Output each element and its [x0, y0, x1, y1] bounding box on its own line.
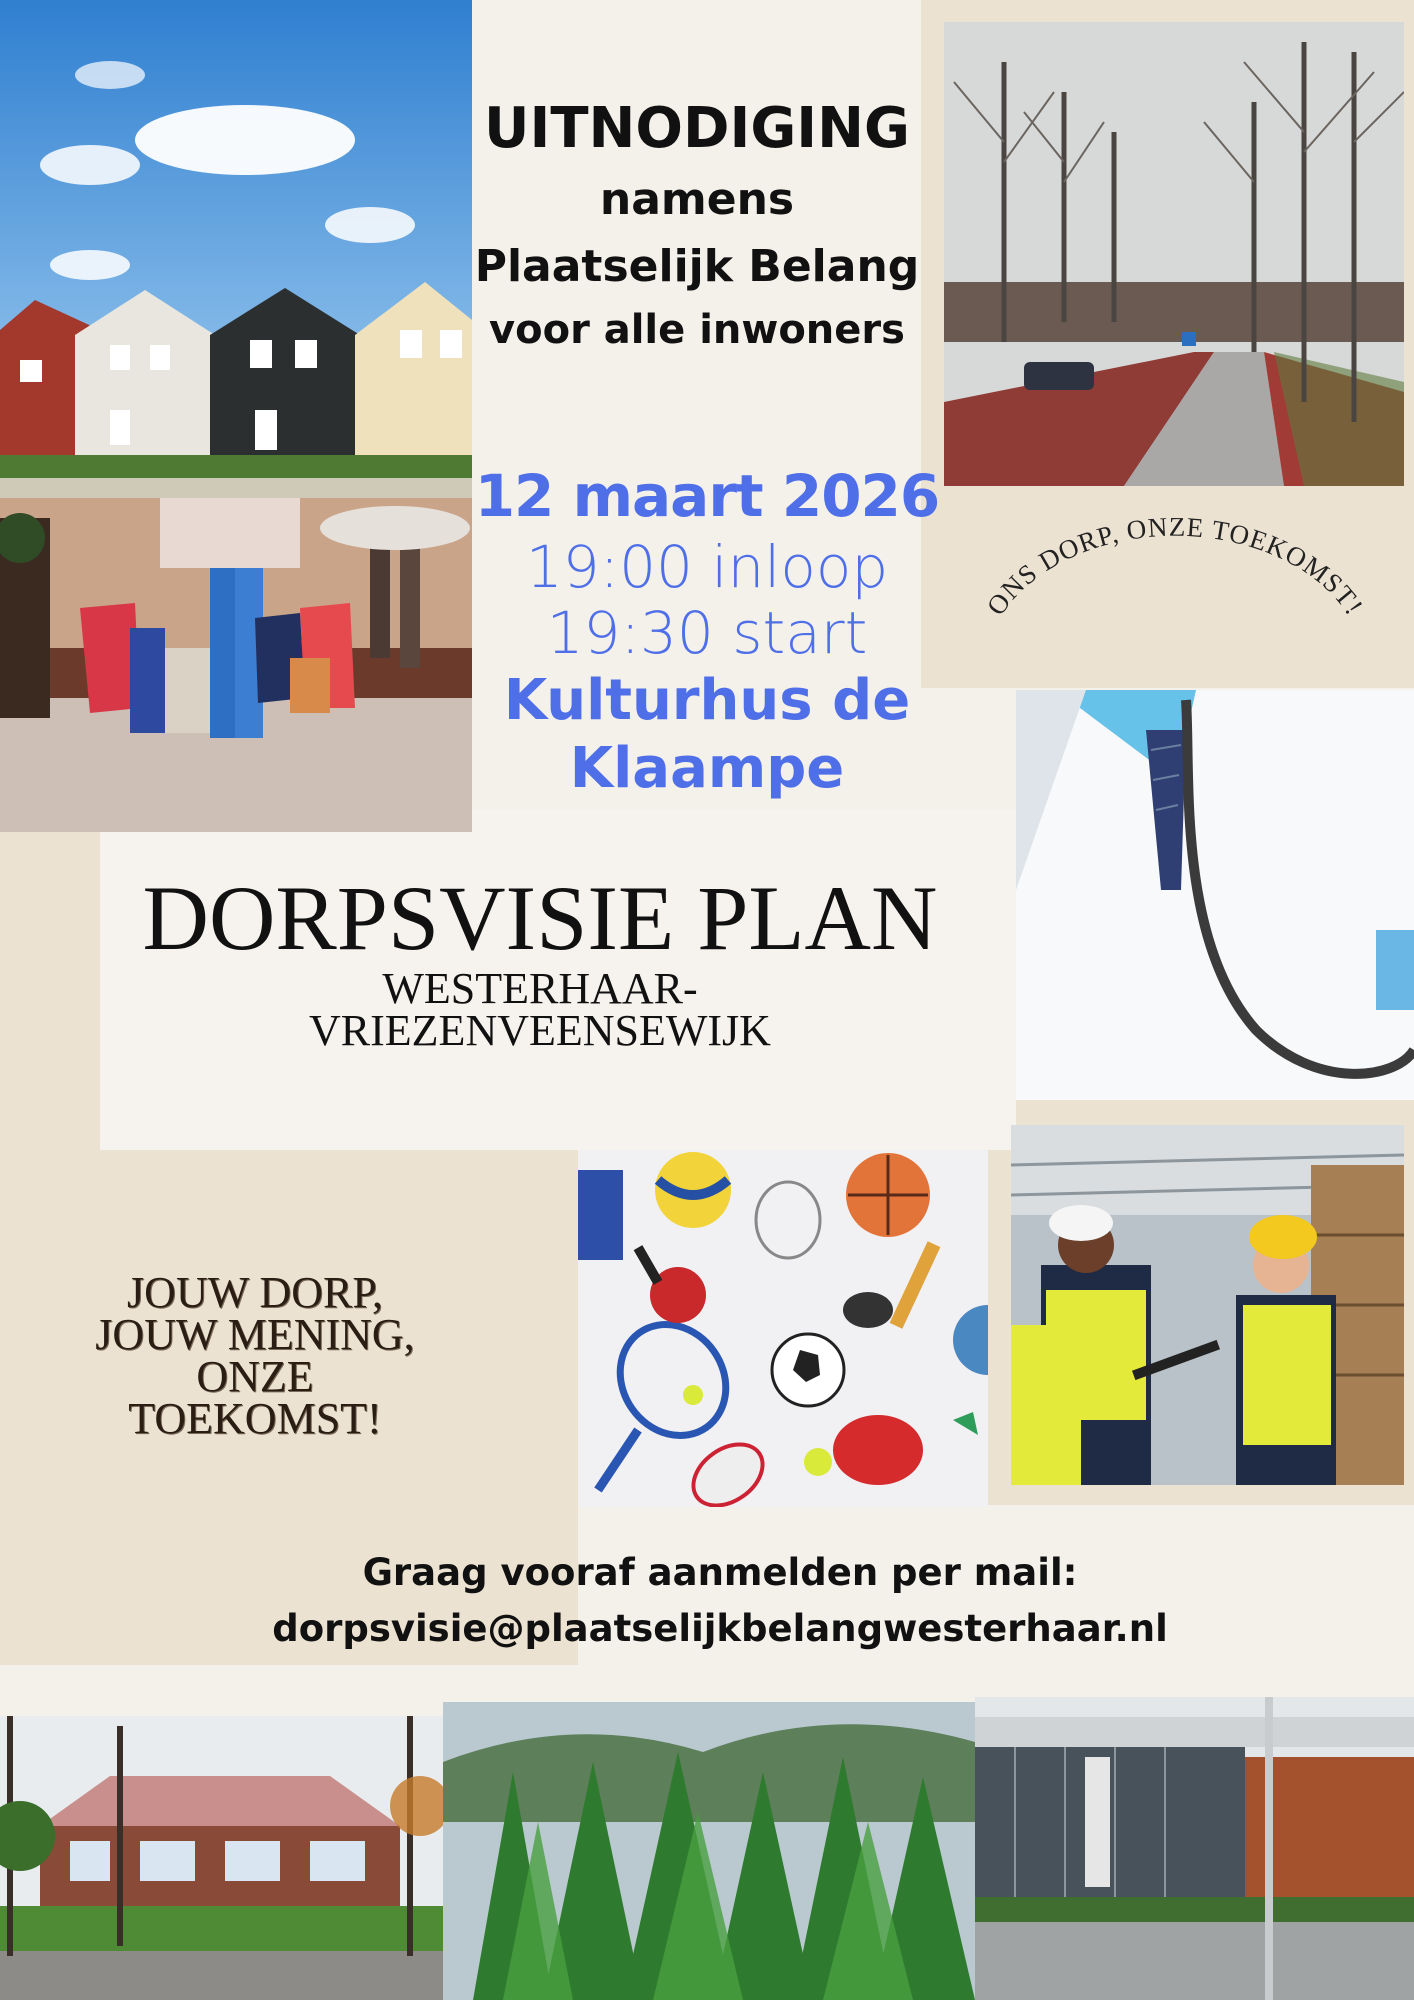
event-walkin-time: 19:00 inloop: [525, 533, 889, 601]
beige-block-left-middle: [0, 812, 100, 1187]
signup-instruction: Graag vooraf aanmelden per mail:: [362, 1551, 1078, 1594]
plan-subtitle-line1: WESTERHAAR-: [382, 964, 698, 1013]
building-photo: [0, 1716, 443, 2000]
doctor-photo: [1016, 690, 1414, 1100]
road-photo: [944, 22, 1404, 486]
slogan-line1: JOUW DORP,: [127, 1268, 383, 1317]
invitation-title: UITNODIGING: [484, 96, 910, 161]
arc-slogan: [965, 495, 1385, 655]
svg-text:ONS DORP, ONZE TOEKOMST!: ONS DORP, ONZE TOEKOMST!: [980, 511, 1370, 621]
event-venue-line2: Klaampe: [569, 736, 845, 801]
event-start-time: 19:30 start: [546, 599, 868, 667]
slogan: [40, 1268, 470, 1443]
houses-photo: [0, 0, 472, 498]
slogan-line3: ONZE: [196, 1352, 314, 1401]
plan-subtitle-line2: VRIEZENVEENSEWIJK: [309, 1006, 771, 1055]
shopping-photo: [0, 498, 472, 832]
event-date: 12 maart 2026: [474, 462, 940, 530]
workers-photo: [1011, 1125, 1404, 1485]
signup-email: dorpsvisie@plaatselijkbelangwesterhaar.nl: [272, 1607, 1168, 1650]
invitation-line-namens: namens: [599, 174, 795, 225]
plan-title: DORPSVISIE PLAN: [142, 867, 938, 969]
forest-photo: [443, 1702, 975, 2000]
invitation-line-organisation: Plaatselijk Belang: [474, 241, 920, 292]
slogan-line2: JOUW MENING,: [95, 1310, 415, 1359]
sports-photo: [578, 1150, 988, 1507]
event-venue-line1: Kulturhus de: [503, 668, 911, 733]
modern-building-photo: [975, 1697, 1414, 2000]
invitation-line-audience: voor alle inwoners: [489, 307, 905, 353]
slogan-line4: TOEKOMST!: [128, 1394, 382, 1443]
